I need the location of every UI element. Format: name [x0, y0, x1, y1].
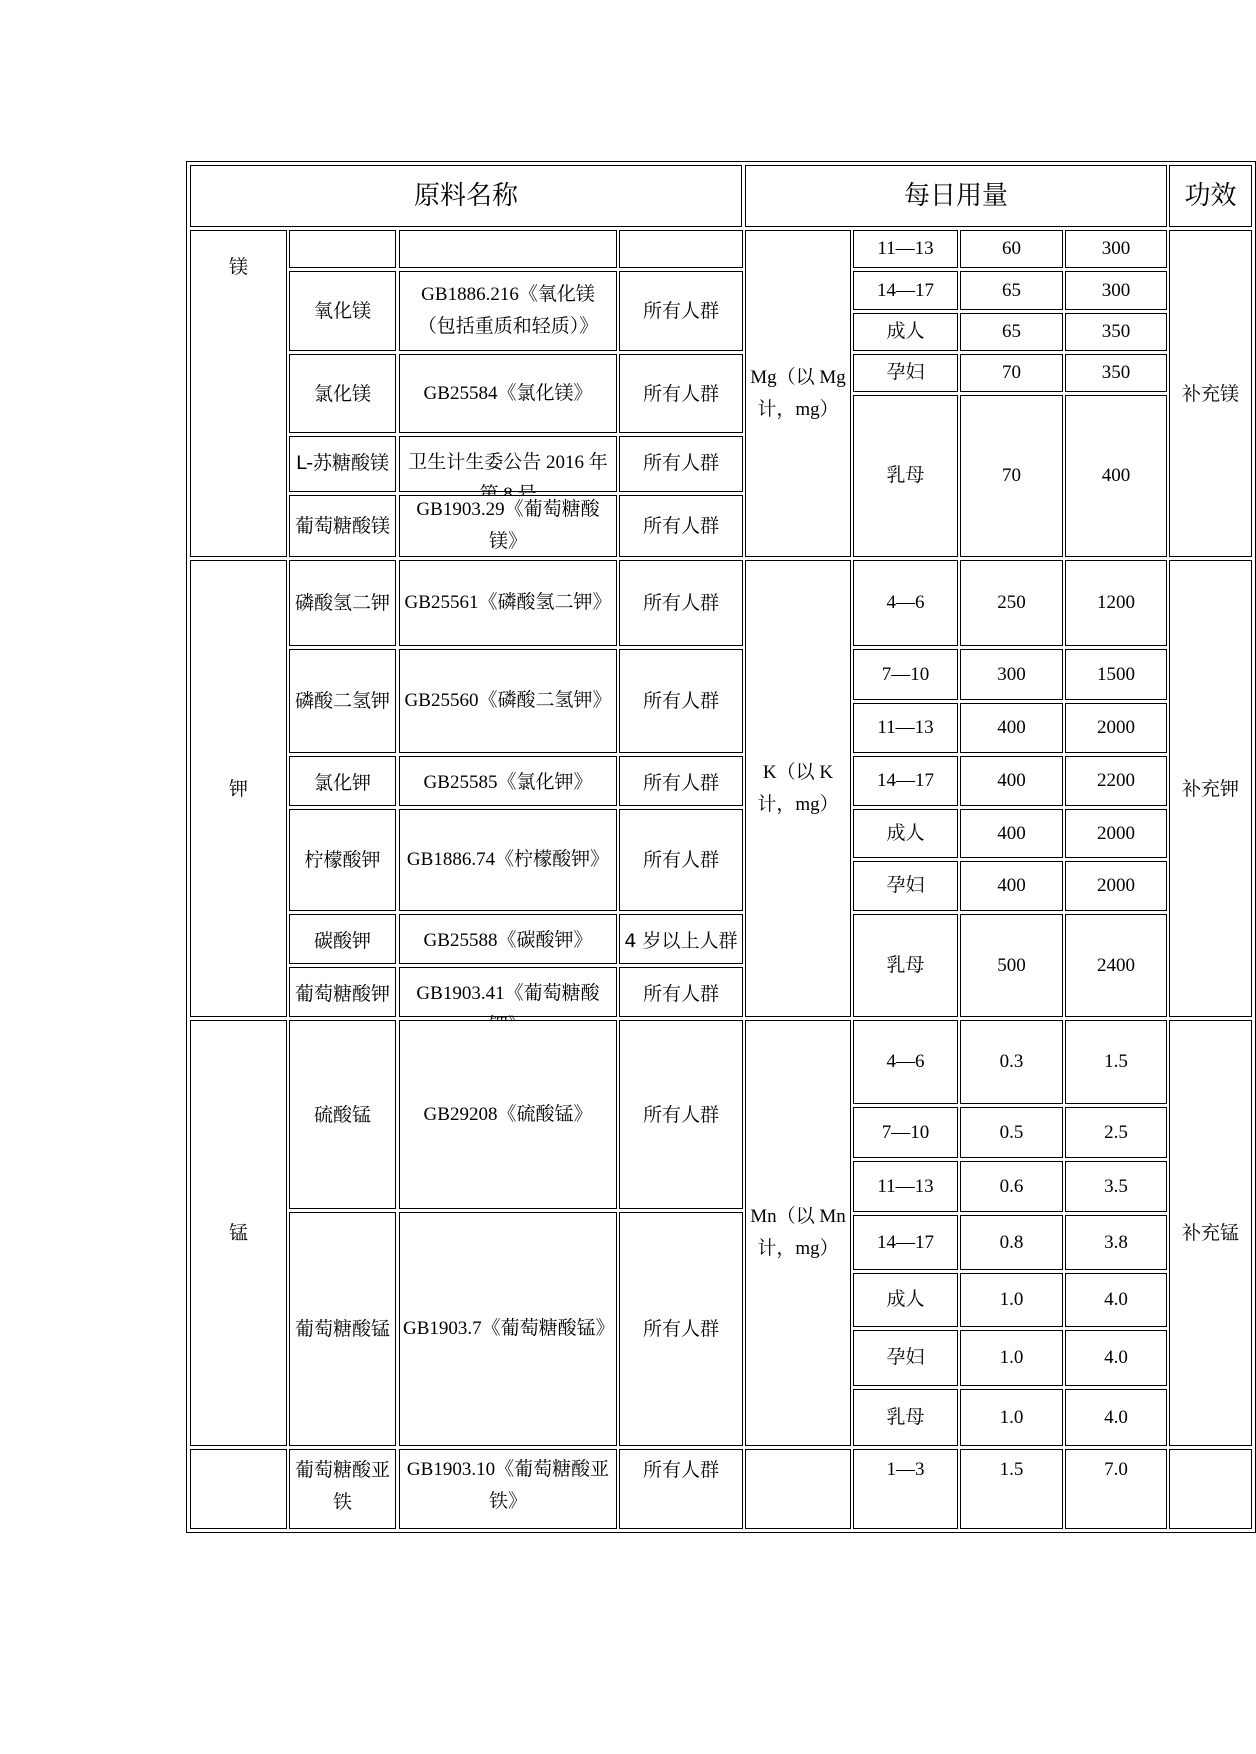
unit-cell: Mg（以 Mg 计，mg） [745, 230, 851, 557]
material-name-cell: 葡萄糖酸镁 [289, 495, 396, 557]
dosage-age-cell: 乳母 [853, 1389, 958, 1446]
material-standard-cell: GB25585《氯化钾》 [399, 756, 617, 806]
material-name-cell: 氯化钾 [289, 756, 396, 806]
material-standard-cell: GB25560《磷酸二氢钾》 [399, 649, 617, 753]
material-name-cell: 磷酸二氢钾 [289, 649, 396, 753]
dosage-age-cell: 11—13 [853, 230, 958, 268]
dosage-min-cell: 65 [960, 313, 1063, 351]
dosage-max-cell: 1.5 [1065, 1020, 1167, 1104]
material-population-cell: 所有人群 [619, 495, 743, 557]
dosage-min-cell: 60 [960, 230, 1063, 268]
material-population-cell: 4 岁以上人群 [619, 914, 743, 964]
dosage-min-cell: 70 [960, 395, 1063, 557]
dosage-min-cell: 300 [960, 649, 1063, 700]
dosage-max-cell: 400 [1065, 395, 1167, 557]
material-name-cell: 硫酸锰 [289, 1020, 396, 1209]
unit-cell [745, 1449, 851, 1529]
dosage-min-cell: 1.0 [960, 1330, 1063, 1386]
element-cell: 镁 [190, 230, 287, 557]
material-standard-cell: GB1886.216《氧化镁（包括重质和轻质）》 [399, 271, 617, 351]
effect-cell [1169, 1449, 1252, 1529]
dosage-age-cell: 乳母 [853, 914, 958, 1017]
element-cell: 钾 [190, 560, 287, 1017]
dosage-age-cell: 孕妇 [853, 354, 958, 392]
dosage-min-cell: 400 [960, 809, 1063, 858]
dosage-max-cell: 1500 [1065, 649, 1167, 700]
material-standard-cell: GB25588《碳酸钾》 [399, 914, 617, 964]
dosage-min-cell: 0.3 [960, 1020, 1063, 1104]
dosage-max-cell: 7.0 [1065, 1449, 1167, 1529]
dosage-max-cell: 4.0 [1065, 1330, 1167, 1386]
dosage-age-cell: 4—6 [853, 1020, 958, 1104]
dosage-min-cell: 1.5 [960, 1449, 1063, 1529]
material-name-cell: 柠檬酸钾 [289, 809, 396, 911]
material-name-cell: 碳酸钾 [289, 914, 396, 964]
dosage-max-cell: 3.5 [1065, 1161, 1167, 1212]
effect-cell: 补充锰 [1169, 1020, 1252, 1446]
material-population-cell: 所有人群 [619, 649, 743, 753]
dosage-min-cell: 0.8 [960, 1215, 1063, 1270]
material-standard-cell: GB25584《氯化镁》 [399, 354, 617, 433]
material-name-cell: 葡萄糖酸亚铁 [289, 1449, 396, 1529]
dosage-age-cell: 成人 [853, 809, 958, 858]
dosage-max-cell: 2400 [1065, 914, 1167, 1017]
material-population-cell: 所有人群 [619, 354, 743, 433]
unit-cell: Mn（以 Mn 计，mg） [745, 1020, 851, 1446]
material-population-cell: 所有人群 [619, 1020, 743, 1209]
dosage-min-cell: 400 [960, 703, 1063, 753]
header-effect: 功效 [1169, 165, 1252, 227]
material-standard-cell: GB1903.29《葡萄糖酸镁》 [399, 495, 617, 557]
material-population-cell [619, 230, 743, 268]
dosage-min-cell: 0.5 [960, 1107, 1063, 1158]
material-name-cell [289, 230, 396, 268]
material-standard-cell [399, 230, 617, 268]
material-population-cell: 所有人群 [619, 1449, 743, 1529]
material-name-cell: 葡萄糖酸锰 [289, 1212, 396, 1446]
dosage-age-cell: 4—6 [853, 560, 958, 646]
dosage-max-cell: 3.8 [1065, 1215, 1167, 1270]
material-population-cell: 所有人群 [619, 271, 743, 351]
dosage-age-cell: 11—13 [853, 703, 958, 753]
material-standard-cell: 卫生计生委公告 2016 年 [399, 436, 617, 492]
dosage-max-cell: 350 [1065, 354, 1167, 392]
dosage-max-cell: 2200 [1065, 756, 1167, 806]
material-standard-cell: GB1903.41《葡萄糖酸 [399, 967, 617, 1017]
material-standard-cell: GB29208《硫酸锰》 [399, 1020, 617, 1209]
material-name-cell: 氧化镁 [289, 271, 396, 351]
dosage-age-cell: 14—17 [853, 271, 958, 310]
dosage-age-cell: 14—17 [853, 1215, 958, 1270]
dosage-max-cell: 2000 [1065, 703, 1167, 753]
header-daily-dosage: 每日用量 [745, 165, 1167, 227]
dosage-age-cell: 成人 [853, 313, 958, 351]
dosage-age-cell: 成人 [853, 1273, 958, 1327]
effect-cell: 补充钾 [1169, 560, 1252, 1017]
material-population-cell: 所有人群 [619, 809, 743, 911]
unit-cell: K（以 K 计，mg） [745, 560, 851, 1017]
dosage-age-cell: 7—10 [853, 649, 958, 700]
dosage-min-cell: 400 [960, 756, 1063, 806]
dosage-max-cell: 1200 [1065, 560, 1167, 646]
effect-cell: 补充镁 [1169, 230, 1252, 557]
material-population-cell: 所有人群 [619, 560, 743, 646]
dosage-max-cell: 2000 [1065, 861, 1167, 911]
dosage-max-cell: 2000 [1065, 809, 1167, 858]
material-standard-cell: GB1903.10《葡萄糖酸亚铁》 [399, 1449, 617, 1529]
material-standard-cell: GB25561《磷酸氢二钾》 [399, 560, 617, 646]
dosage-age-cell: 7—10 [853, 1107, 958, 1158]
material-name-cell: 葡萄糖酸钾 [289, 967, 396, 1017]
element-cell [190, 1449, 287, 1529]
dosage-age-cell: 孕妇 [853, 1330, 958, 1386]
dosage-min-cell: 250 [960, 560, 1063, 646]
dosage-min-cell: 70 [960, 354, 1063, 392]
dosage-min-cell: 0.6 [960, 1161, 1063, 1212]
dosage-age-cell: 11—13 [853, 1161, 958, 1212]
material-population-cell: 所有人群 [619, 1212, 743, 1446]
dosage-max-cell: 2.5 [1065, 1107, 1167, 1158]
dosage-min-cell: 1.0 [960, 1389, 1063, 1446]
header-material-name: 原料名称 [190, 165, 742, 227]
material-standard-cell: GB1903.7《葡萄糖酸锰》 [399, 1212, 617, 1446]
element-cell: 锰 [190, 1020, 287, 1446]
dosage-age-cell: 孕妇 [853, 861, 958, 911]
dosage-max-cell: 4.0 [1065, 1389, 1167, 1446]
dosage-age-cell: 乳母 [853, 395, 958, 557]
dosage-max-cell: 300 [1065, 230, 1167, 268]
material-name-cell: 磷酸氢二钾 [289, 560, 396, 646]
dosage-age-cell: 14—17 [853, 756, 958, 806]
dosage-min-cell: 1.0 [960, 1273, 1063, 1327]
material-name-cell: 氯化镁 [289, 354, 396, 433]
dosage-max-cell: 350 [1065, 313, 1167, 351]
material-population-cell: 所有人群 [619, 756, 743, 806]
dosage-min-cell: 500 [960, 914, 1063, 1017]
dosage-max-cell: 300 [1065, 271, 1167, 310]
material-standard-cell: GB1886.74《柠檬酸钾》 [399, 809, 617, 911]
dosage-min-cell: 400 [960, 861, 1063, 911]
dosage-max-cell: 4.0 [1065, 1273, 1167, 1327]
material-population-cell: 所有人群 [619, 436, 743, 492]
material-name-cell: L-苏糖酸镁 [289, 436, 396, 492]
dosage-min-cell: 65 [960, 271, 1063, 310]
dosage-age-cell: 1—3 [853, 1449, 958, 1529]
material-population-cell: 所有人群 [619, 967, 743, 1017]
